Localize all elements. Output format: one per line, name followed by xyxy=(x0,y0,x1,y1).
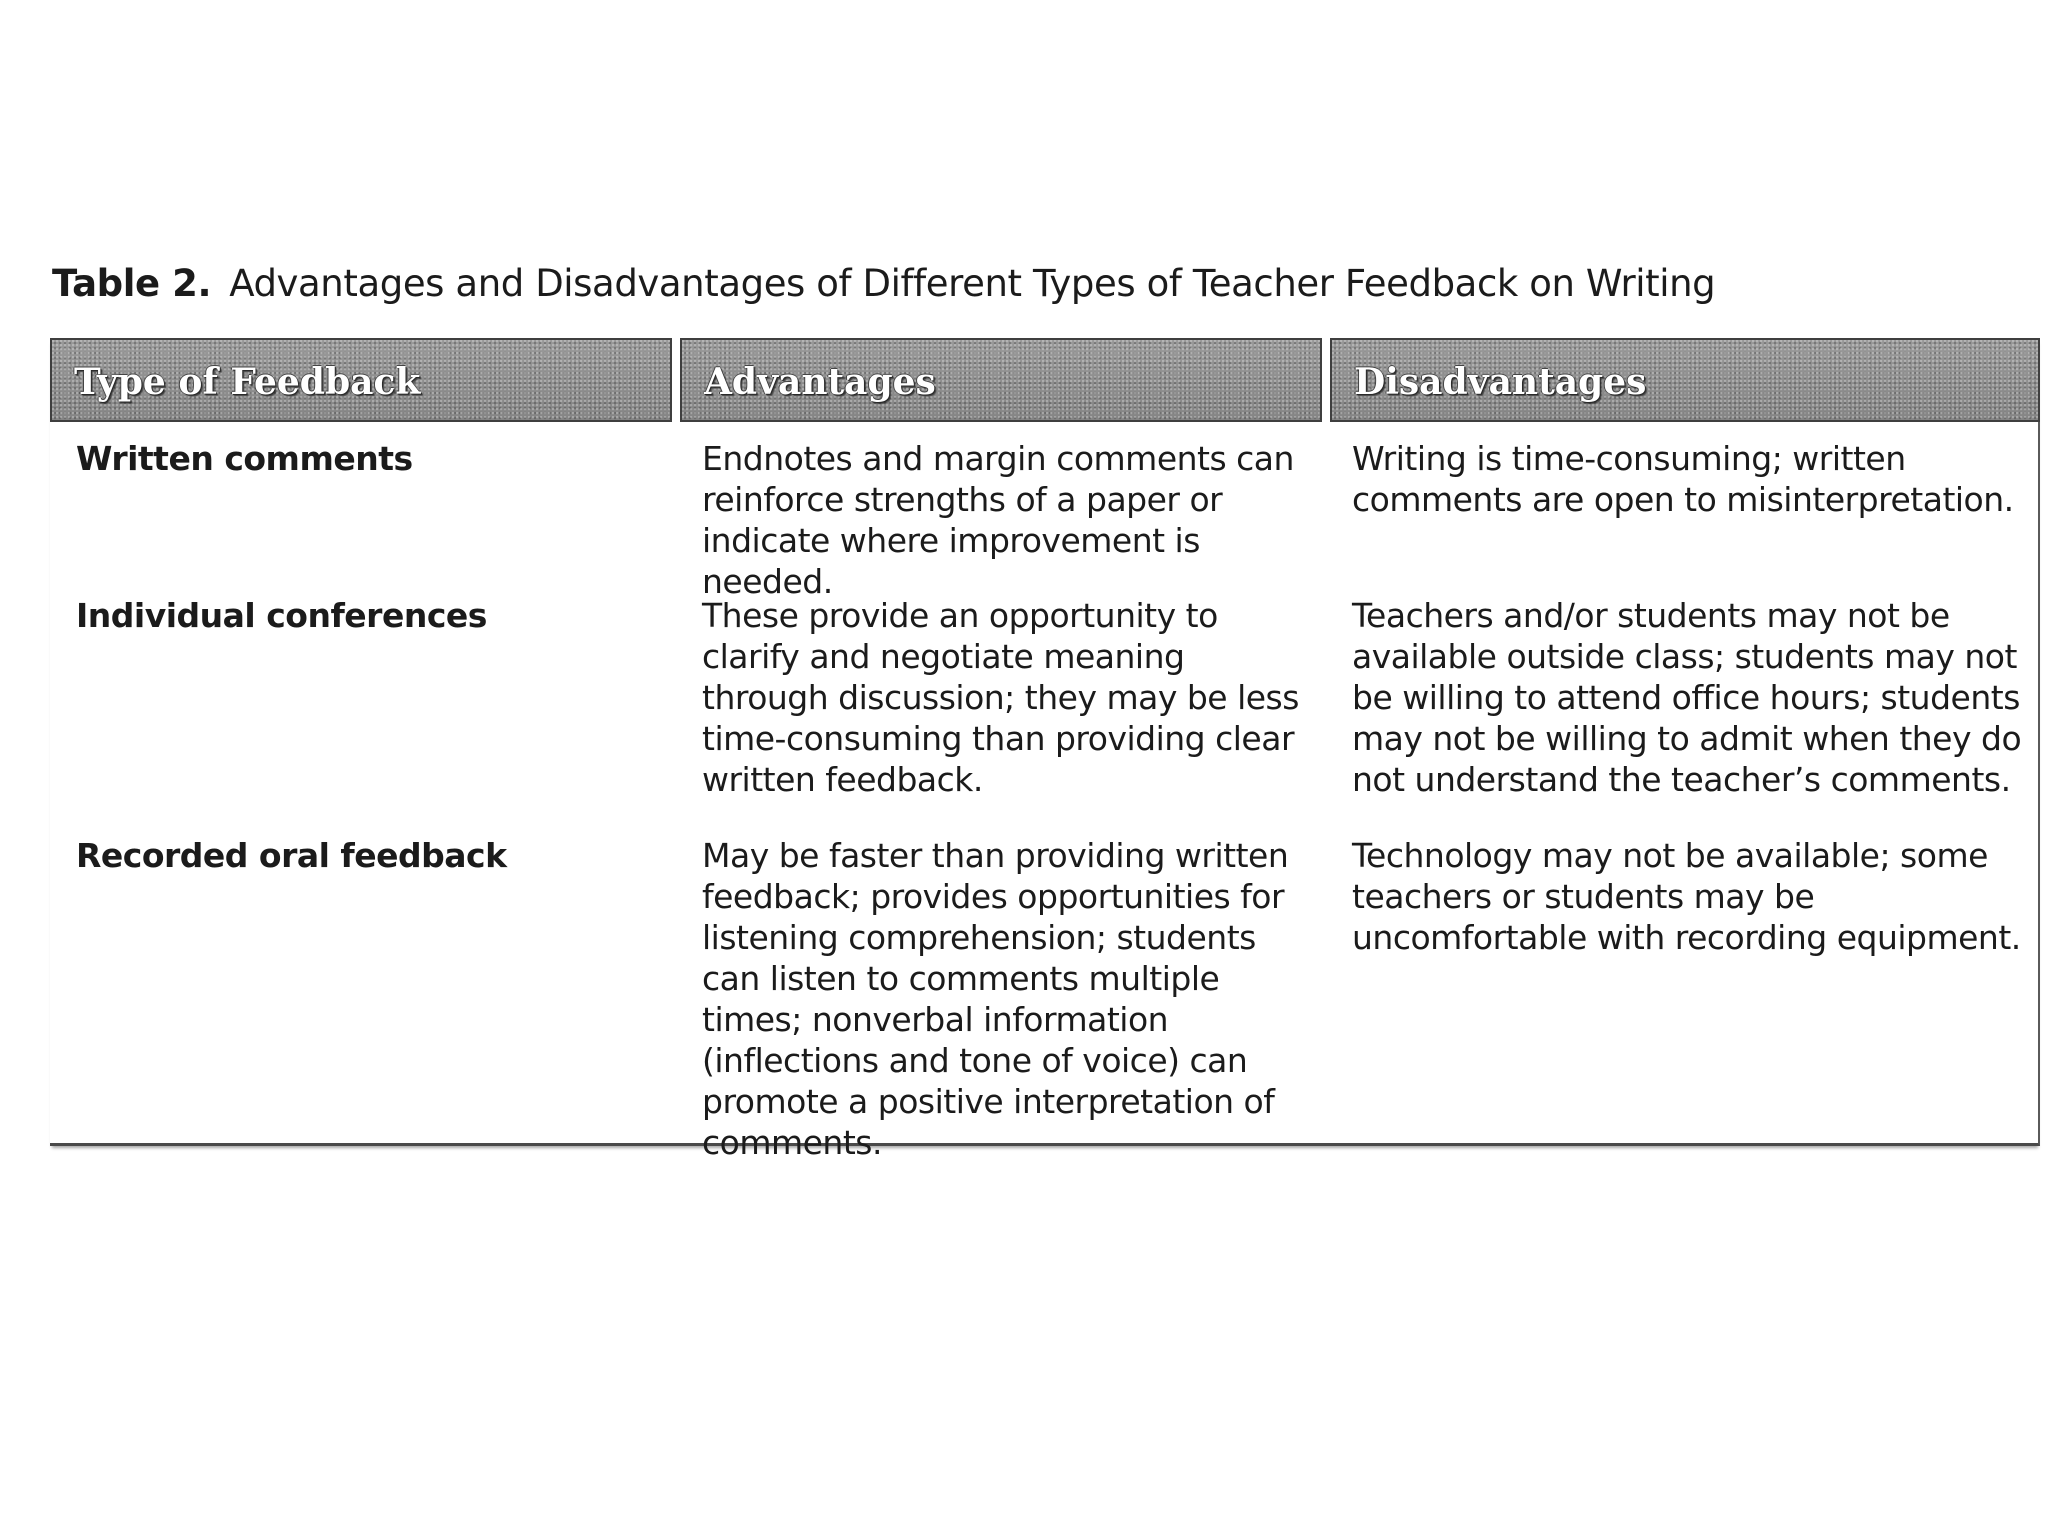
table-title: Advantages and Disadvantages of Different Types of Teacher Feedback on Writing xyxy=(229,262,1716,305)
table-number: Table 2. xyxy=(52,262,212,305)
advantages-cell: Endnotes and margin comments can reinforce strengths of a paper or indicate where improvement is needed. xyxy=(702,439,1294,601)
disadvantages-cell: Teachers and/or students may not be available outside class; students may not be willing to attend office hours; students may not be willing to admit when they do not understand the teacher’s comments. xyxy=(1352,596,2022,799)
feedback-table xyxy=(50,338,2040,1162)
table-header-row xyxy=(50,338,2040,424)
disadvantages-cell: Technology may not be available; some teachers or students may be uncomfortable with recording equipment. xyxy=(1352,836,2021,957)
header-advantages: Advantages xyxy=(680,338,1322,422)
advantages-cell: May be faster than providing written feedback; provides opportunities for listening comprehension; students can listen to comments multiple times; nonverbal information (inflections and tone of voice) can promote a positive interpretation of comments. xyxy=(702,836,1289,1162)
disadvantages-cell: Writing is time-consuming; written comments are open to misinterpretation. xyxy=(1352,439,2014,519)
header-disadvantages: Disadvantages xyxy=(1330,338,2040,422)
header-type-of-feedback: Type of Feedback xyxy=(50,338,672,422)
feedback-type-cell: Written comments xyxy=(76,439,413,478)
advantages-cell: These provide an opportunity to clarify and negotiate meaning through discussion; they may be less time-consuming than providing clear written feedback. xyxy=(702,596,1299,799)
feedback-type-cell: Recorded oral feedback xyxy=(76,836,507,875)
feedback-type-cell: Individual conferences xyxy=(76,596,487,635)
table-caption xyxy=(52,258,2032,310)
